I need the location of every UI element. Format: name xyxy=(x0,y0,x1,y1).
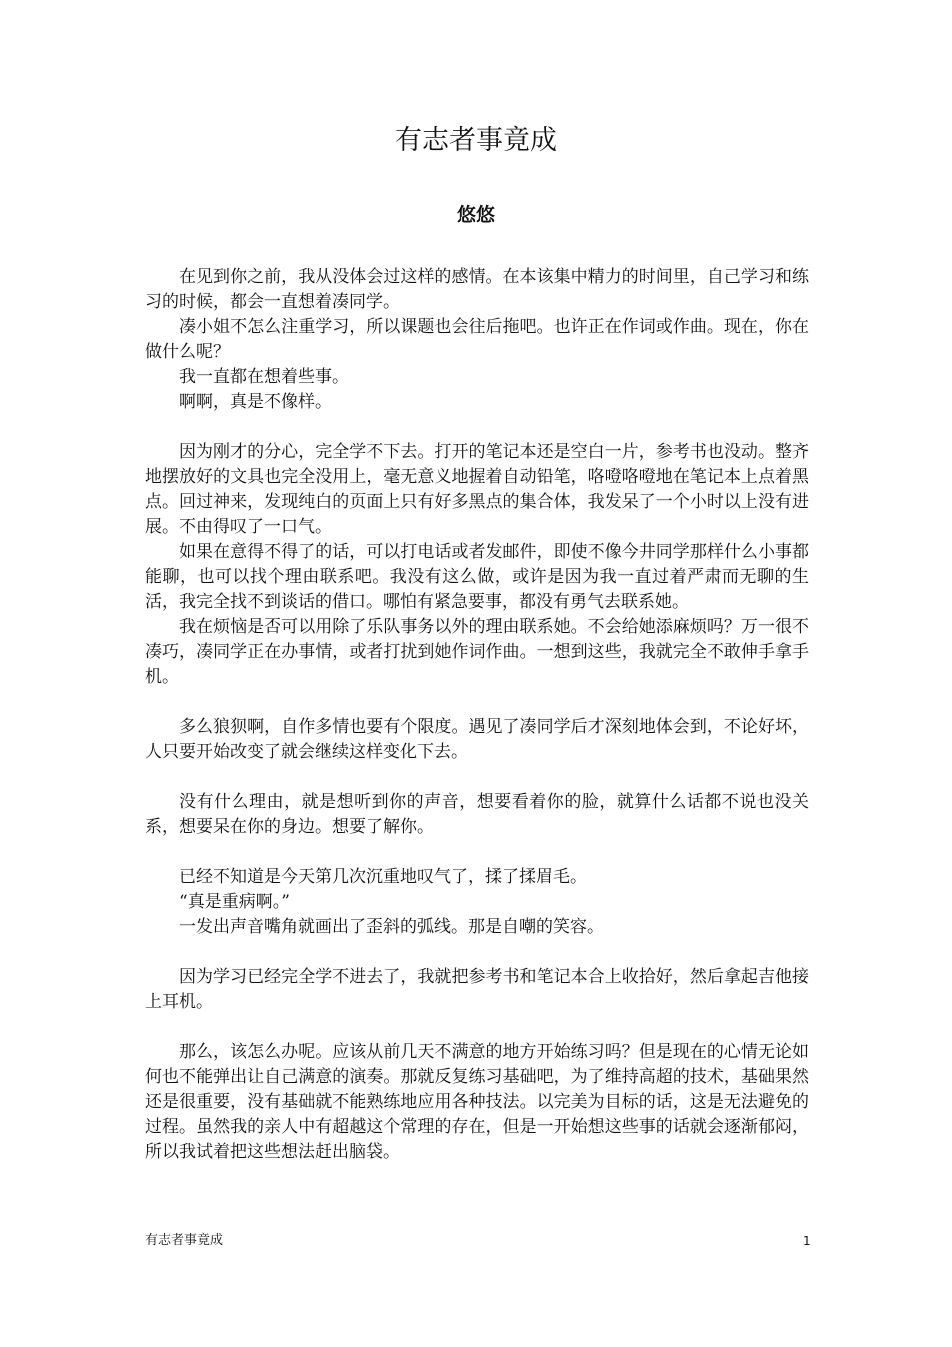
body-paragraph: 已经不知道是今天第几次沉重地叹气了，揉了揉眉毛。 xyxy=(179,867,587,887)
document-body xyxy=(145,265,809,1165)
blank-line xyxy=(145,940,809,965)
blank-line xyxy=(145,415,809,440)
blank-line xyxy=(145,840,809,865)
body-paragraph: 啊啊，真是不像样。 xyxy=(179,392,332,412)
body-paragraph: 我在烦恼是否可以用除了乐队事务以外的理由联系她。不会给她添麻烦吗？万一很不凑巧，凑同学正在办事情，或者打扰到她作词作曲。一想到这些，我就完全不敢伸手拿手机。 xyxy=(145,617,809,687)
body-paragraph: 凑小姐不怎么注重学习，所以课题也会往后拖吧。也许正在作词或作曲。现在，你在做什么呢？ xyxy=(145,317,809,362)
body-paragraph: 我一直都在想着些事。 xyxy=(179,367,349,387)
document-title: 有志者事竟成 xyxy=(395,125,557,156)
body-paragraph: 如果在意得不得了的话，可以打电话或者发邮件，即使不像今井同学那样什么小事都能聊，也可以找个理由联系吧。我没有这么做，或许是因为我一直过着严肃而无聊的生活，我完全找不到谈话的借口。哪怕有紧急要事，都没有勇气去联系她。 xyxy=(145,542,809,612)
body-paragraph: 因为刚才的分心，完全学不下去。打开的笔记本还是空白一片，参考书也没动。整齐地摆放好的文具也完全没用上，毫无意义地握着自动铅笔，咯噔咯噔地在笔记本上点着黑点。回过神来，发现纯白的页面上只有好多黑点的集合体，我发呆了一个小时以上没有进展。不由得叹了一口气。 xyxy=(145,442,809,537)
body-paragraph: “真是重病啊。” xyxy=(179,892,290,912)
blank-line xyxy=(145,765,809,790)
blank-line xyxy=(145,1015,809,1040)
body-paragraph: 在见到你之前，我从没体会过这样的感情。在本该集中精力的时间里，自己学习和练习的时候，都会一直想着凑同学。 xyxy=(145,267,809,312)
page-number: 1 xyxy=(803,1234,811,1248)
body-paragraph: 一发出声音嘴角就画出了歪斜的弧线。那是自嘲的笑容。 xyxy=(179,917,604,937)
author-name: 悠悠 xyxy=(456,204,495,226)
body-paragraph: 因为学习已经完全学不进去了，我就把参考书和笔记本合上收拾好，然后拿起吉他接上耳机。 xyxy=(145,967,809,1012)
body-paragraph: 多么狼狈啊，自作多情也要有个限度。遇见了凑同学后才深刻地体会到，不论好坏，人只要开始改变了就会继续这样变化下去。 xyxy=(145,717,809,762)
body-paragraph: 那么，该怎么办呢。应该从前几天不满意的地方开始练习吗？但是现在的心情无论如何也不能弹出让自己满意的演奏。那就反复练习基础吧，为了维持高超的技术，基础果然还是很重要，没有基础就不能熟练地应用各种技法。以完美为目标的话，这是无法避免的过程。虽然我的亲人中有超越这个常理的存在，但是一开始想这些事的话就会逐渐郁闷，所以我试着把这些想法赶出脑袋。 xyxy=(145,1042,809,1162)
footer-title: 有志者事竟成 xyxy=(145,1233,224,1248)
body-paragraph: 没有什么理由，就是想听到你的声音，想要看着你的脸，就算什么话都不说也没关系，想要呆在你的身边。想要了解你。 xyxy=(145,792,809,837)
blank-line xyxy=(145,690,809,715)
